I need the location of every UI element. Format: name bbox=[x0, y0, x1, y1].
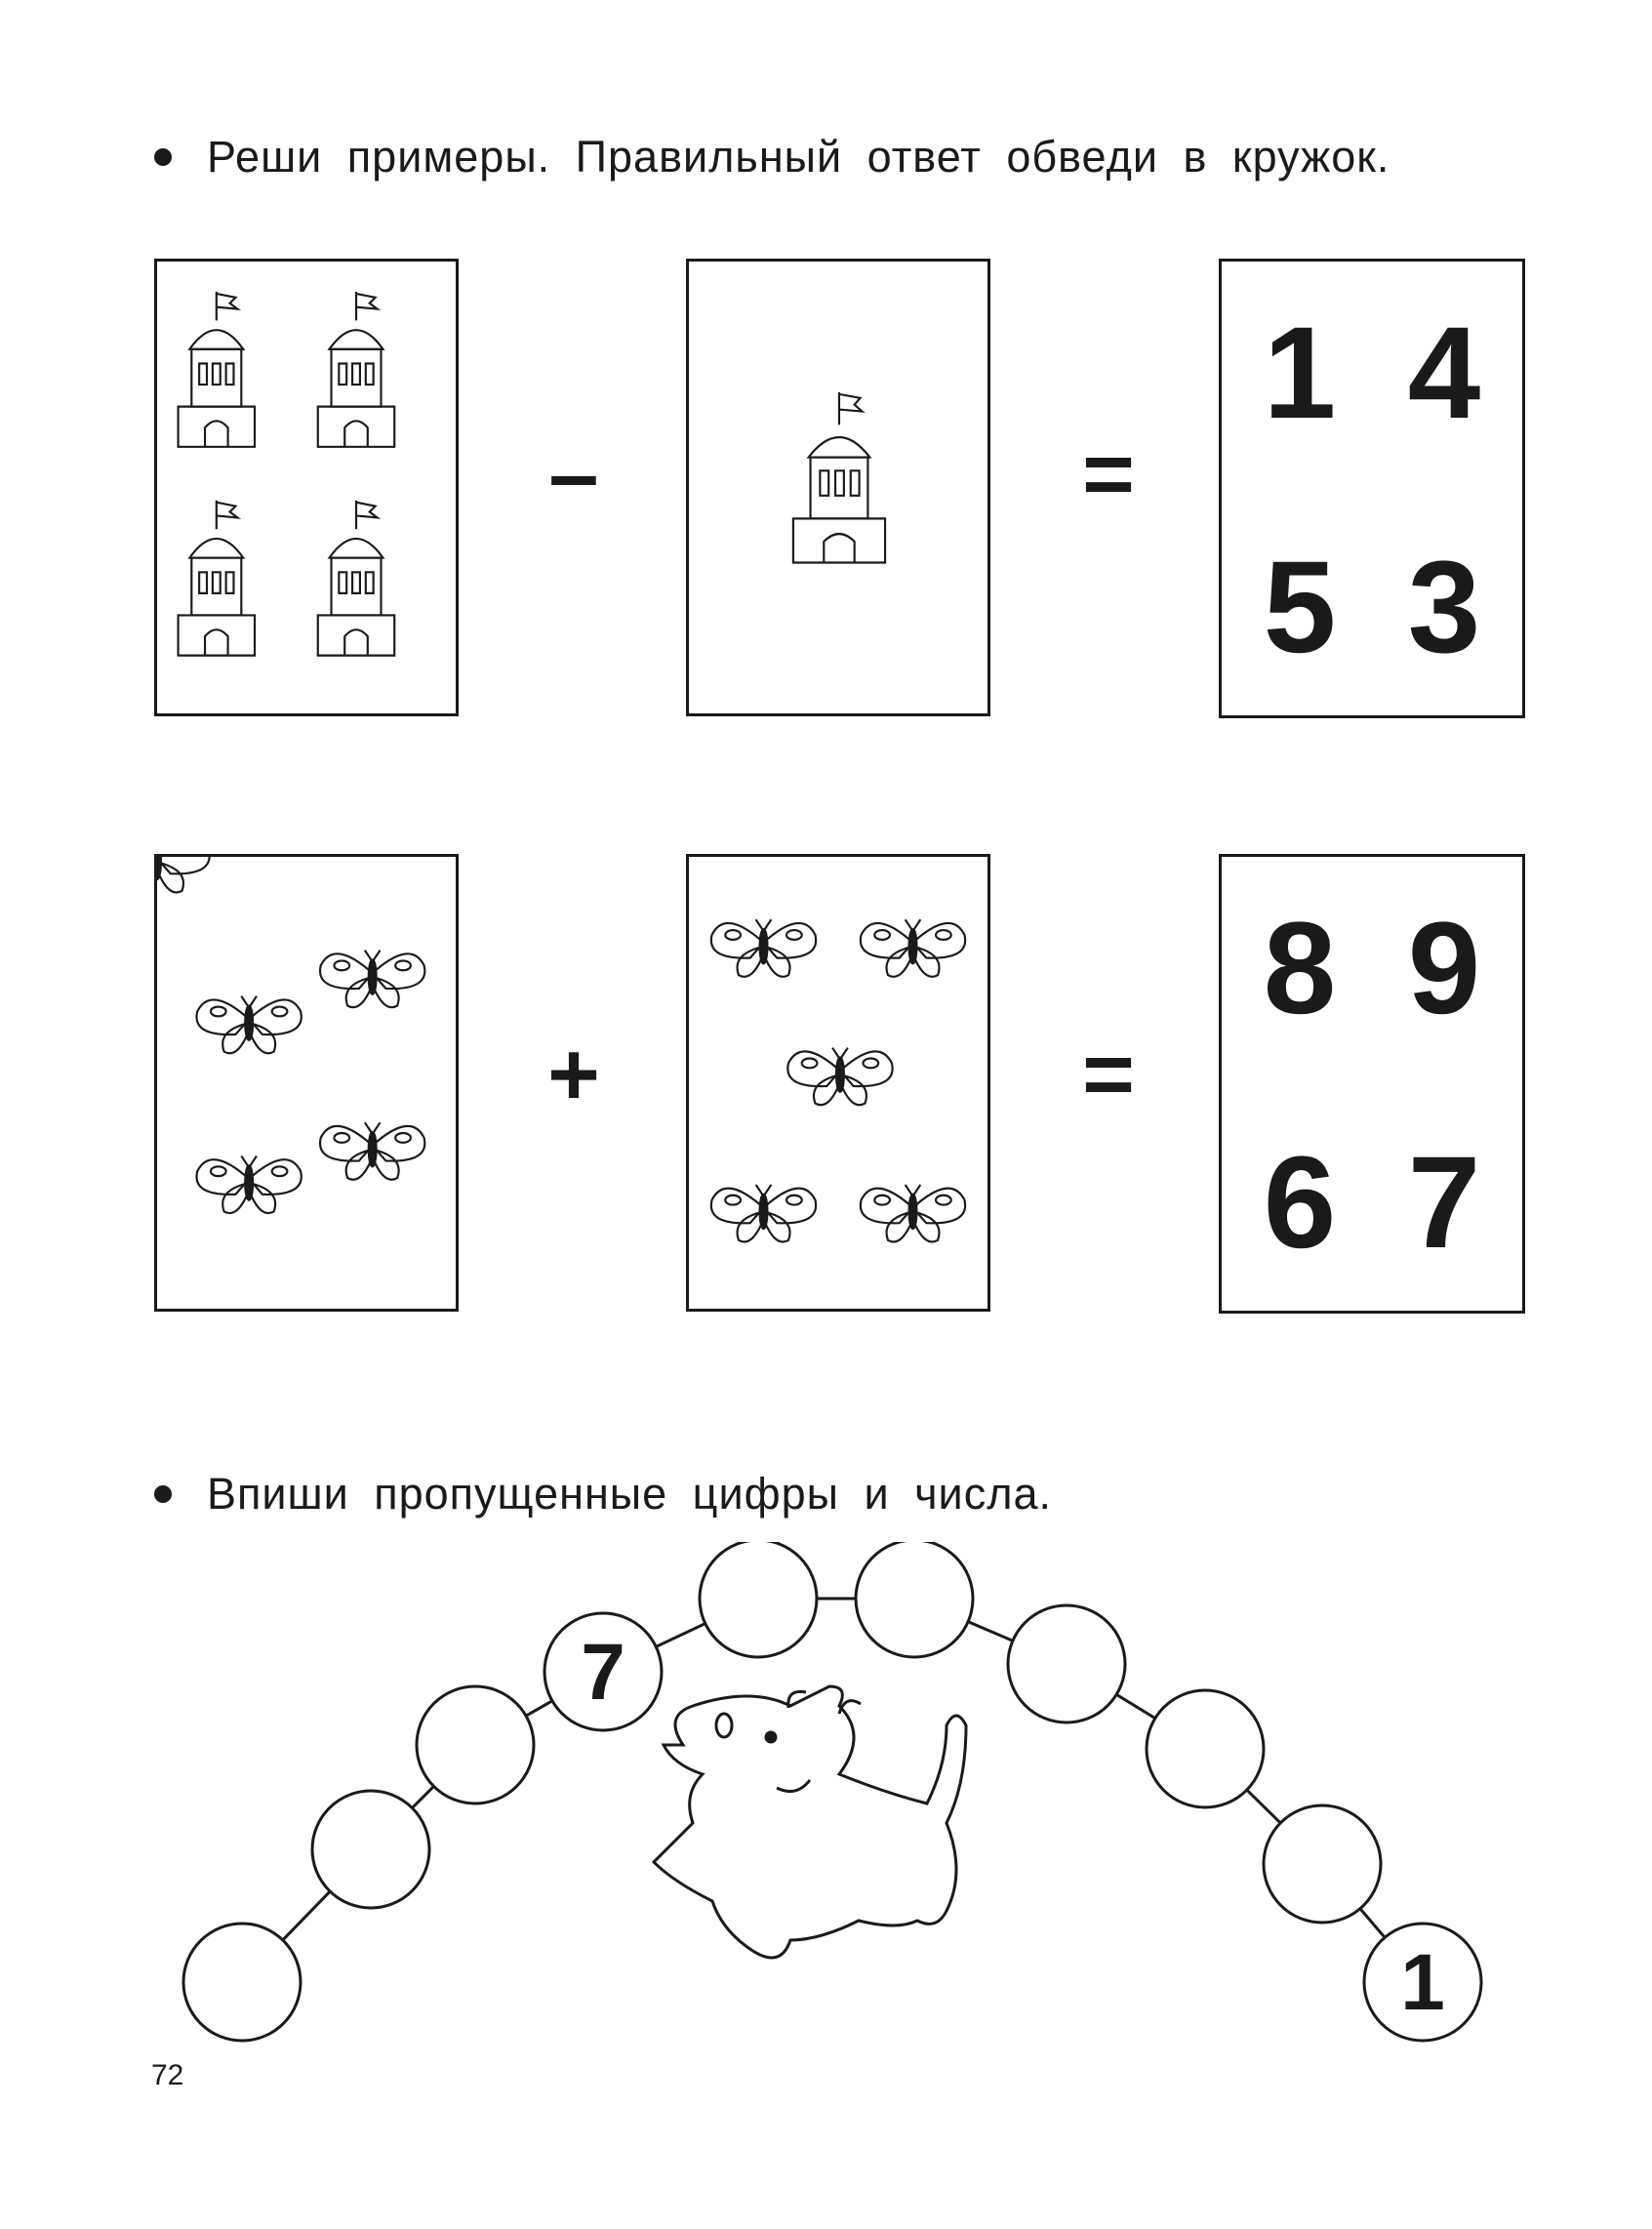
castle-picture-right bbox=[686, 259, 990, 716]
hippo-icon bbox=[654, 1686, 966, 1958]
equals-sign-2: = bbox=[1082, 1025, 1135, 1124]
task1-text: Реши примеры. Правильный ответ обведи в кружок. bbox=[207, 132, 1390, 182]
minus-operator: – bbox=[548, 425, 599, 524]
chain-circle-value-10: 1 bbox=[1400, 1938, 1445, 2027]
equals-sign-1: = bbox=[1082, 425, 1135, 524]
chain-circle-value-4: 7 bbox=[581, 1628, 625, 1717]
option-2d[interactable]: 7 bbox=[1407, 1130, 1481, 1276]
chain-circle-9[interactable] bbox=[1264, 1805, 1381, 1923]
task2-text: Впиши пропущенные цифры и числа. bbox=[207, 1469, 1052, 1519]
chain-circle-6[interactable] bbox=[856, 1542, 973, 1657]
option-2b[interactable]: 9 bbox=[1407, 896, 1481, 1041]
option-1a[interactable]: 1 bbox=[1263, 301, 1337, 446]
plus-operator: + bbox=[547, 1025, 600, 1124]
castles-picture-left bbox=[154, 259, 459, 716]
castle-group-icon bbox=[157, 262, 456, 713]
butterfly-group-icon bbox=[689, 857, 987, 1309]
option-2c[interactable]: 6 bbox=[1263, 1130, 1337, 1276]
task1-instruction bbox=[154, 132, 1390, 182]
number-chain bbox=[0, 1542, 1652, 2059]
page-number: 72 bbox=[151, 2059, 184, 2091]
butterflies-picture-left bbox=[154, 854, 459, 1312]
option-1d[interactable]: 3 bbox=[1407, 535, 1481, 680]
task2-instruction bbox=[154, 1469, 1052, 1520]
castle-icon bbox=[689, 262, 987, 713]
butterfly-group-icon bbox=[157, 857, 456, 1309]
chain-circles bbox=[183, 1542, 1481, 2041]
bullet-icon bbox=[154, 1485, 172, 1503]
option-1b[interactable]: 4 bbox=[1407, 301, 1481, 446]
chain-circle-2[interactable] bbox=[312, 1791, 429, 1908]
chain-circle-5[interactable] bbox=[700, 1542, 817, 1657]
butterflies-picture-right bbox=[686, 854, 990, 1312]
option-1c[interactable]: 5 bbox=[1263, 535, 1337, 680]
bullet-icon bbox=[154, 148, 172, 166]
chain-circle-7[interactable] bbox=[1008, 1605, 1125, 1722]
chain-circle-1[interactable] bbox=[183, 1924, 301, 2041]
answer-options-2 bbox=[1219, 854, 1525, 1314]
option-2a[interactable]: 8 bbox=[1263, 896, 1337, 1041]
chain-circle-3[interactable] bbox=[417, 1686, 534, 1803]
answer-options-1 bbox=[1219, 259, 1525, 718]
chain-circle-8[interactable] bbox=[1147, 1690, 1264, 1807]
